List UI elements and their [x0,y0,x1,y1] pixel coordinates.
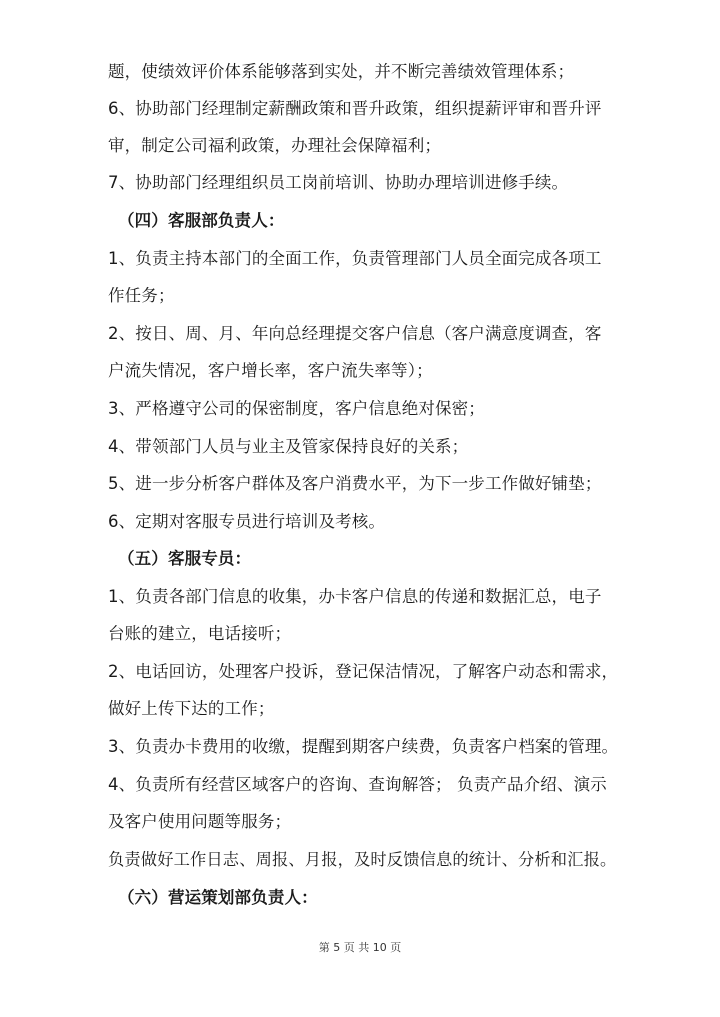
text-line: 2、按日、周、月、年向总经理提交客户信息（客户满意度调查，客 [108,324,602,343]
section-heading: （五）客服专员： [118,549,252,568]
page-number-footer: 第 5 页 共 10 页 [318,941,402,954]
text-line: 6、协助部门经理制定薪酬政策和晋升政策，组织提薪评审和晋升评 [108,99,602,118]
text-line: 6、定期对客服专员进行培训及考核。 [108,512,386,531]
text-line: 负责做好工作日志、周报、月报，及时反馈信息的统计、分析和汇报。 [108,850,617,869]
text-line: 4、带领部门人员与业主及管家保持良好的关系； [108,437,469,456]
text-line: 户流失情况，客户增长率，客户流失率等）； [108,361,433,380]
text-line: 题，使绩效评价体系能够落到实处，并不断完善绩效管理体系； [108,62,575,81]
text-line: 5、进一步分析客户群体及客户消费水平，为下一步工作做好铺垫； [108,474,602,493]
text-line: 3、严格遵守公司的保密制度，客户信息绝对保密； [108,399,485,418]
text-line: 4、负责所有经营区域客户的咨询、查询解答； 负责产品介绍、演示 [108,775,607,794]
text-line: 7、协助部门经理组织员工岗前培训、协助办理培训进修手续。 [108,173,569,192]
text-line: 做好上传下达的工作； [108,699,275,718]
section-heading: （六）营运策划部负责人： [118,888,318,907]
text-line: 及客户使用问题等服务； [108,812,292,831]
text-line: 1、负责各部门信息的收集，办卡客户信息的传递和数据汇总，电子 [108,587,602,606]
section-heading: （四）客服部负责人： [118,211,285,230]
text-line: 台账的建立，电话接听； [108,624,292,643]
text-line: 3、负责办卡费用的收缴，提醒到期客户续费，负责客户档案的管理。 [108,737,619,756]
text-line: 作任务； [108,286,175,305]
text-line: 1、负责主持本部门的全面工作，负责管理部门人员全面完成各项工 [108,249,602,268]
text-line: 2、电话回访，处理客户投诉，登记保洁情况，了解客户动态和需求， [108,662,619,681]
text-line: 审，制定公司福利政策，办理社会保障福利； [108,136,441,155]
